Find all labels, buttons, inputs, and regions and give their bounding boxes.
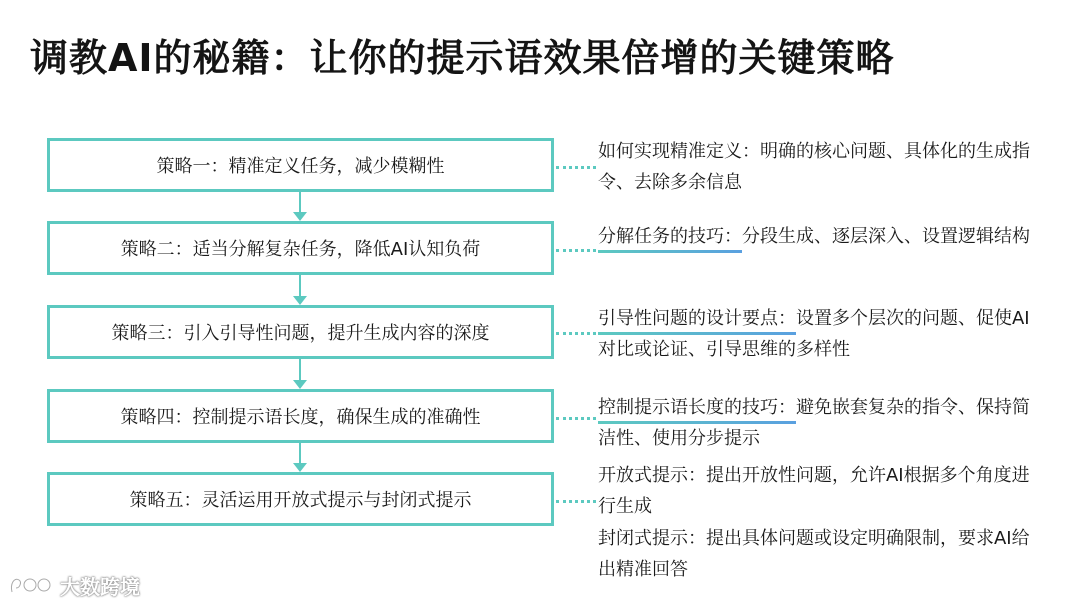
note-1 [598,136,1038,198]
strategy-box-4: 策略四：控制提示语长度，确保生成的准确性 [47,389,554,443]
page-title: 调教AI的秘籍：让你的提示语效果倍增的关键策略 [30,36,895,80]
watermark-text: 大数跨境 [60,574,140,599]
note-5 [598,460,1038,522]
note-3-body: 设置多个层次的问题、促使AI对比或论证、引导思维的多样性 [598,308,1030,360]
note-4-body: 避免嵌套复杂的指令、保持简洁性、使用分步提示 [598,397,1030,449]
note-4-head: 控制提示语长度的技巧： [598,392,796,423]
connector-2 [556,249,596,252]
connector-3 [556,332,596,335]
watermark [8,570,140,600]
flow-arrow-3 [292,359,308,389]
strategy-box-2: 策略二：适当分解复杂任务，降低AI认知负荷 [47,221,554,275]
brand-logo-icon [8,572,54,598]
note-3 [598,303,1038,365]
note-5-head: 开放式提示： [598,465,706,486]
note-6-body: 提出具体问题或设定明确限制，要求AI给出精准回答 [598,528,1030,580]
note-2 [598,221,1038,252]
note-1-head: 如何实现精准定义： [598,141,760,162]
flow-arrow-4 [292,443,308,472]
strategy-box-1: 策略一：精准定义任务，减少模糊性 [47,138,554,192]
note-6 [598,523,1038,585]
note-4 [598,392,1038,454]
flow-arrow-1 [292,192,308,221]
strategy-box-5: 策略五：灵活运用开放式提示与封闭式提示 [47,472,554,526]
note-1-body: 明确的核心问题、具体化的生成指令、去除多余信息 [598,141,1030,193]
connector-4 [556,417,596,420]
note-2-head: 分解任务的技巧： [598,221,742,252]
note-3-head: 引导性问题的设计要点： [598,303,796,334]
note-5-body: 提出开放性问题，允许AI根据多个角度进行生成 [598,465,1030,517]
connector-1 [556,166,596,169]
connector-5 [556,500,596,503]
strategy-box-3: 策略三：引入引导性问题，提升生成内容的深度 [47,305,554,359]
note-6-head: 封闭式提示： [598,528,706,549]
flow-arrow-2 [292,275,308,305]
note-2-body: 分段生成、逐层深入、设置逻辑结构 [742,226,1030,247]
